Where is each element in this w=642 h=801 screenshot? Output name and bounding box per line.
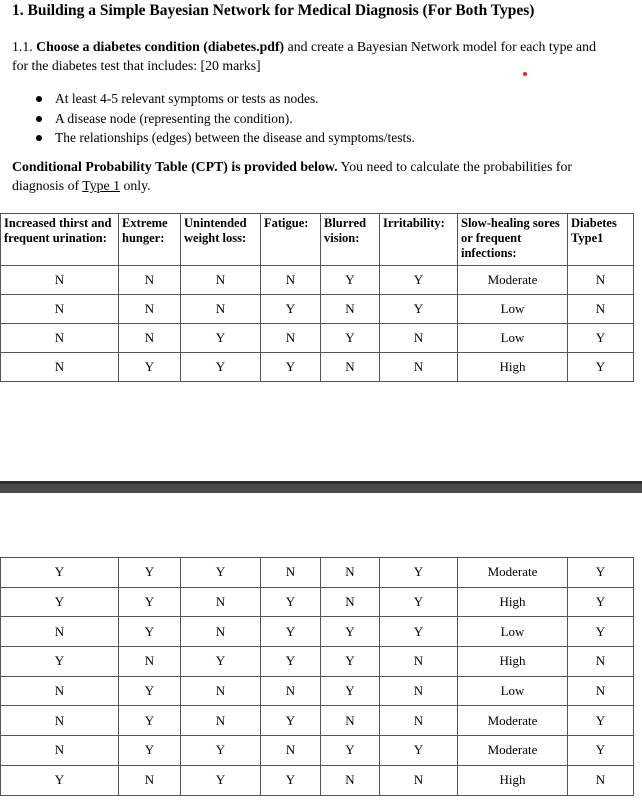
question-text [12,37,612,75]
table-cell: Y [568,587,634,617]
table-cell: N [568,266,634,295]
question-bold: Choose a diabetes condition (diabetes.pdf) [36,39,285,54]
table-cell: N [261,558,321,588]
table-cell: N [380,647,458,677]
table-header-row [1,214,634,266]
header-cell: Fatigue: [261,214,321,266]
header-cell: Increased thirst and frequent urination: [1,214,119,266]
table-cell: Y [261,706,321,736]
table-cell: Moderate [458,266,568,295]
table-cell: Y [1,647,119,677]
table-row [1,558,634,588]
table-cell: Y [568,617,634,647]
table-cell: Y [261,617,321,647]
cpt-note-type: Type 1 [82,178,121,193]
table-cell: N [568,295,634,324]
header-cell: Slow-healing sores or frequent infections: [458,214,568,266]
section-title: 1. Building a Simple Bayesian Network for Medical Diagnosis (For Both Types) [12,2,535,19]
table-cell: N [181,617,261,647]
table-cell: Y [380,736,458,766]
table-row [1,295,634,324]
list-item: A disease node (representing the condition). [36,109,415,129]
table-row [1,587,634,617]
table-body-top [1,266,634,382]
page-divider [0,481,642,493]
table-cell: Y [380,266,458,295]
table-cell: Y [181,647,261,677]
table-cell: High [458,587,568,617]
table-cell: Y [119,587,181,617]
table-cell: N [321,706,380,736]
table-cell: Y [119,736,181,766]
table-cell: N [261,324,321,353]
table-cell: Y [568,706,634,736]
header-cell: Diabetes Type1 [568,214,634,266]
table-cell: N [380,353,458,382]
table-cell: N [119,647,181,677]
table-cell: Y [261,353,321,382]
cpt-table-top [0,213,634,382]
table-cell: N [1,295,119,324]
table-cell: Y [1,765,119,795]
table-cell: N [1,353,119,382]
table-cell: N [1,676,119,706]
table-cell: N [321,765,380,795]
table-cell: N [1,324,119,353]
cpt-note-suffix: only. [123,178,151,193]
table-cell: Low [458,617,568,647]
table-cell: Y [181,353,261,382]
table-cell: N [181,706,261,736]
cpt-note-text: You need to calculate the probabilities for diagnosis of [12,159,573,193]
table-cell: N [380,324,458,353]
table-row [1,266,634,295]
red-dot-mark [523,72,527,76]
table-cell: Y [261,587,321,617]
table-cell: Y [261,647,321,677]
table-cell: Y [321,324,380,353]
table-cell: Moderate [458,706,568,736]
question-rest: and create a Bayesian Network model for each type and for the diabetes test that includes: [20 marks] [12,39,596,73]
table-cell: Y [380,617,458,647]
table-cell: N [261,736,321,766]
table-cell: Y [261,765,321,795]
table-cell: N [568,765,634,795]
table-cell: Y [119,353,181,382]
table-cell: Y [321,676,380,706]
table-cell: N [261,676,321,706]
table-row [1,765,634,795]
list-item: At least 4-5 relevant symptoms or tests as nodes. [36,89,415,109]
table-cell: N [261,266,321,295]
header-cell: Unintended weight loss: [181,214,261,266]
table-cell: N [380,765,458,795]
table-cell: Y [1,558,119,588]
table-cell: Moderate [458,558,568,588]
table-cell: Low [458,324,568,353]
table-cell: N [321,558,380,588]
table-cell: N [321,587,380,617]
table-cell: N [119,295,181,324]
table-cell: Y [181,324,261,353]
table-cell: N [568,676,634,706]
table-cell: N [119,266,181,295]
table-cell: Y [380,558,458,588]
table-cell: N [568,647,634,677]
table-cell: High [458,765,568,795]
header-cell: Irritability: [380,214,458,266]
list-item: The relationships (edges) between the disease and symptoms/tests. [36,128,415,148]
table-cell: Y [321,617,380,647]
table-cell: N [380,706,458,736]
table-row [1,706,634,736]
table-cell: Y [568,736,634,766]
table-cell: Y [321,736,380,766]
table-cell: Y [321,647,380,677]
table-row [1,353,634,382]
table-row [1,676,634,706]
table-cell: High [458,353,568,382]
table-body-bottom [1,558,634,796]
cpt-table-bottom [0,557,634,796]
table-row [1,647,634,677]
table-cell: N [181,266,261,295]
table-cell: N [1,617,119,647]
table-cell: Y [261,295,321,324]
table-cell: Y [568,558,634,588]
cpt-note-bold: Conditional Probability Table (CPT) is provided below. [12,159,338,174]
table-cell: Y [321,266,380,295]
table-cell: Y [119,706,181,736]
table-cell: N [321,295,380,324]
table-cell: Y [181,736,261,766]
table-cell: N [1,706,119,736]
table-cell: Low [458,295,568,324]
table-row [1,617,634,647]
table-cell: Y [181,765,261,795]
table-cell: Moderate [458,736,568,766]
table-cell: N [119,765,181,795]
question-number: 1.1. [12,39,33,54]
table-cell: Low [458,676,568,706]
table-cell: N [119,324,181,353]
table-cell: N [181,295,261,324]
table-cell: N [1,736,119,766]
table-row [1,736,634,766]
requirements-list [36,89,415,148]
table-cell: N [321,353,380,382]
table-cell: N [380,676,458,706]
table-cell: Y [568,324,634,353]
table-cell: Y [1,587,119,617]
table-cell: N [1,266,119,295]
header-cell: Extreme hunger: [119,214,181,266]
table-cell: Y [380,295,458,324]
table-cell: Y [119,617,181,647]
table-cell: Y [181,558,261,588]
table-cell: Y [119,676,181,706]
table-cell: N [181,587,261,617]
header-cell: Blurred vision: [321,214,380,266]
cpt-note [12,157,572,195]
table-cell: High [458,647,568,677]
table-row [1,324,634,353]
table-cell: Y [568,353,634,382]
table-cell: Y [380,587,458,617]
table-cell: Y [119,558,181,588]
table-cell: N [181,676,261,706]
